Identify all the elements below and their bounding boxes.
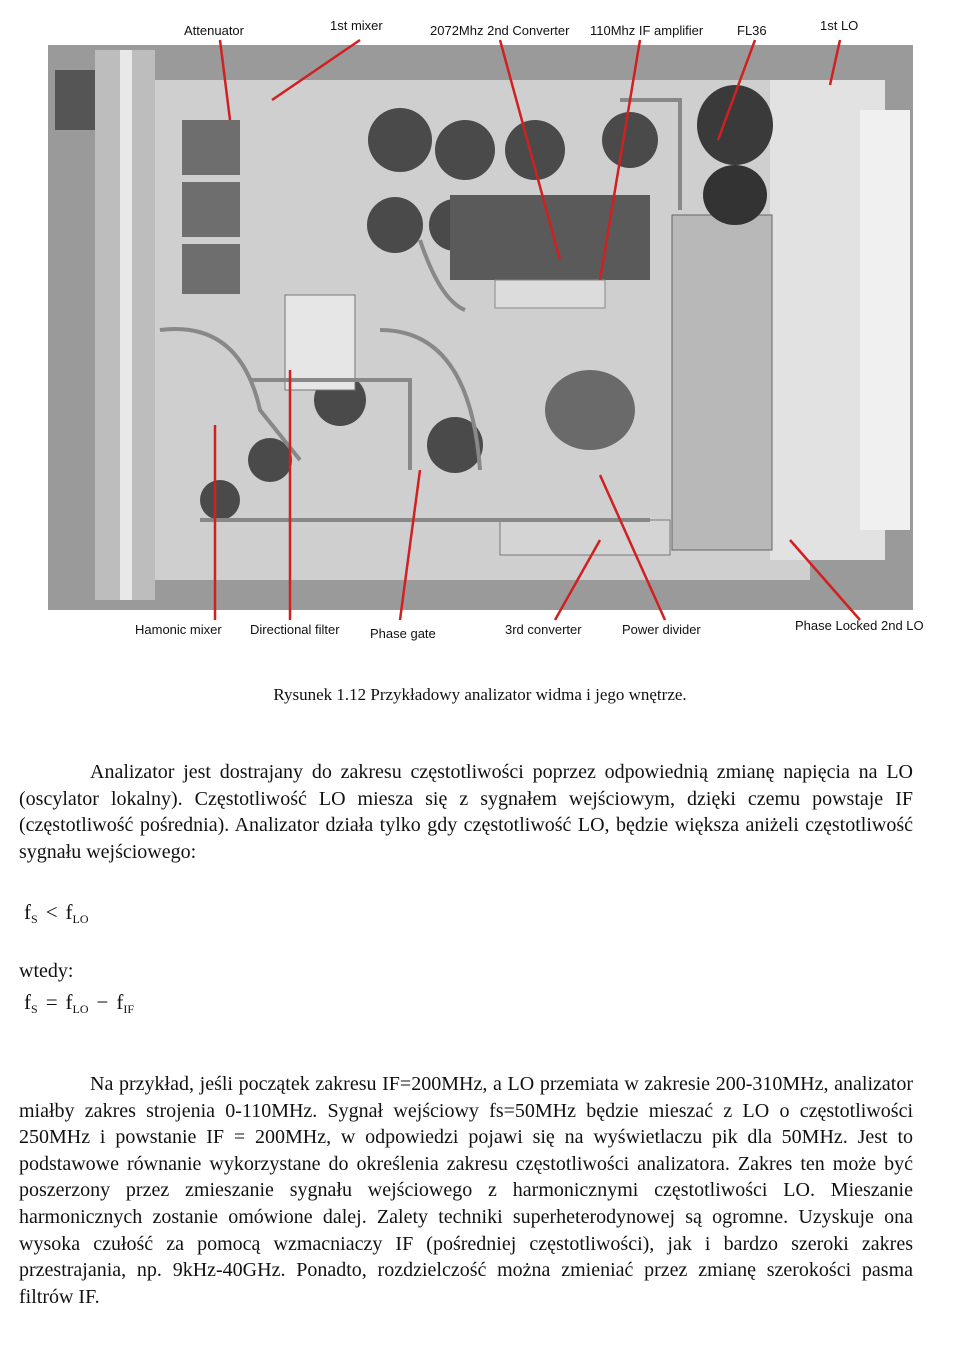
attenuator-blocks	[182, 120, 240, 294]
third-converter-box	[500, 520, 670, 555]
label-2nd-converter: 2072Mhz 2nd Converter	[430, 23, 570, 38]
equation-fs-equals-flo-minus-fif: $f_S = f_{LO} - f_{IF}$	[24, 990, 135, 1016]
power-divider-assembly	[545, 370, 635, 450]
analyzer-photo-figure	[0, 0, 960, 660]
phase-locked-lo-box	[672, 215, 772, 550]
input-connector	[55, 70, 95, 130]
second-converter-board	[450, 195, 650, 280]
label-attenuator: Attenuator	[184, 23, 244, 38]
label-directional-filter: Directional filter	[250, 622, 340, 637]
paragraph-2: Na przykład, jeśli początek zakresu IF=200MHz, a LO przemiata w zakresie 200-310MHz, analizator miałby zakres strojenia 0-110MHz. Sygnał wejściowy fs=50MHz będzie mieszać z LO o częstotliwości 250MHz i powstanie IF = 200MHz, w odpowiedzi pojawi się na wyświetlaczu pik dla 50MHz. Jest to podstawowe równanie wykorzystane do określenia zakresu częstotliwości analizatora. Zakres ten może być poszerzony przez zmieszanie sygnału wejściowego z harmonicznymi częstotliwości LO. Mieszanie harmonicznych zostanie omówione dalej. Zalety techniki superheterodynowej są ogromne. Uzyskuje ona wysoka czułość za pomocą wzmacniaczy IF (pośredniej częstotliwości), jak i bardzo szeroki zakres przestrajania, np. 9kHz-40GHz. Ponadto, rozdzielczość można zmieniać przez zmianę szerokości pasma filtrów IF.	[19, 1073, 913, 1308]
paragraph-1: Analizator jest dostrajany do zakresu częstotliwości poprzez odpowiednią zmianę napięcia na LO (oscylator lokalny). Częstotliwość LO miesza się z sygnałem wejściowym, dzięki czemu powstaje IF (częstotliwość pośrednia). Analizator działa tylko gdy częstotliwość LO, będzie większa aniżeli częstotliwość sygnału wejściowego:	[19, 761, 913, 863]
equation-fs-less-than-flo: $f_S < f_{LO}$	[24, 900, 89, 926]
label-power-divider: Power divider	[622, 622, 701, 637]
label-phase-gate: Phase gate	[370, 626, 436, 641]
label-phase-locked-2nd-lo: Phase Locked 2nd LO	[795, 618, 924, 633]
directional-filter-box	[285, 295, 355, 390]
label-3rd-converter: 3rd converter	[505, 622, 582, 637]
label-1st-mixer: 1st mixer	[330, 18, 383, 33]
label-harmonic-mixer: Hamonic mixer	[135, 622, 222, 637]
label-fl36: FL36	[737, 23, 767, 38]
figure-caption: Rysunek 1.12 Przykładowy analizator widma i jego wnętrze.	[273, 685, 687, 704]
label-1st-lo: 1st LO	[820, 18, 859, 33]
wtedy-label: wtedy:	[19, 960, 74, 982]
analyzer-photo	[0, 0, 960, 660]
label-if-amplifier: 110Mhz IF amplifier	[590, 23, 704, 38]
